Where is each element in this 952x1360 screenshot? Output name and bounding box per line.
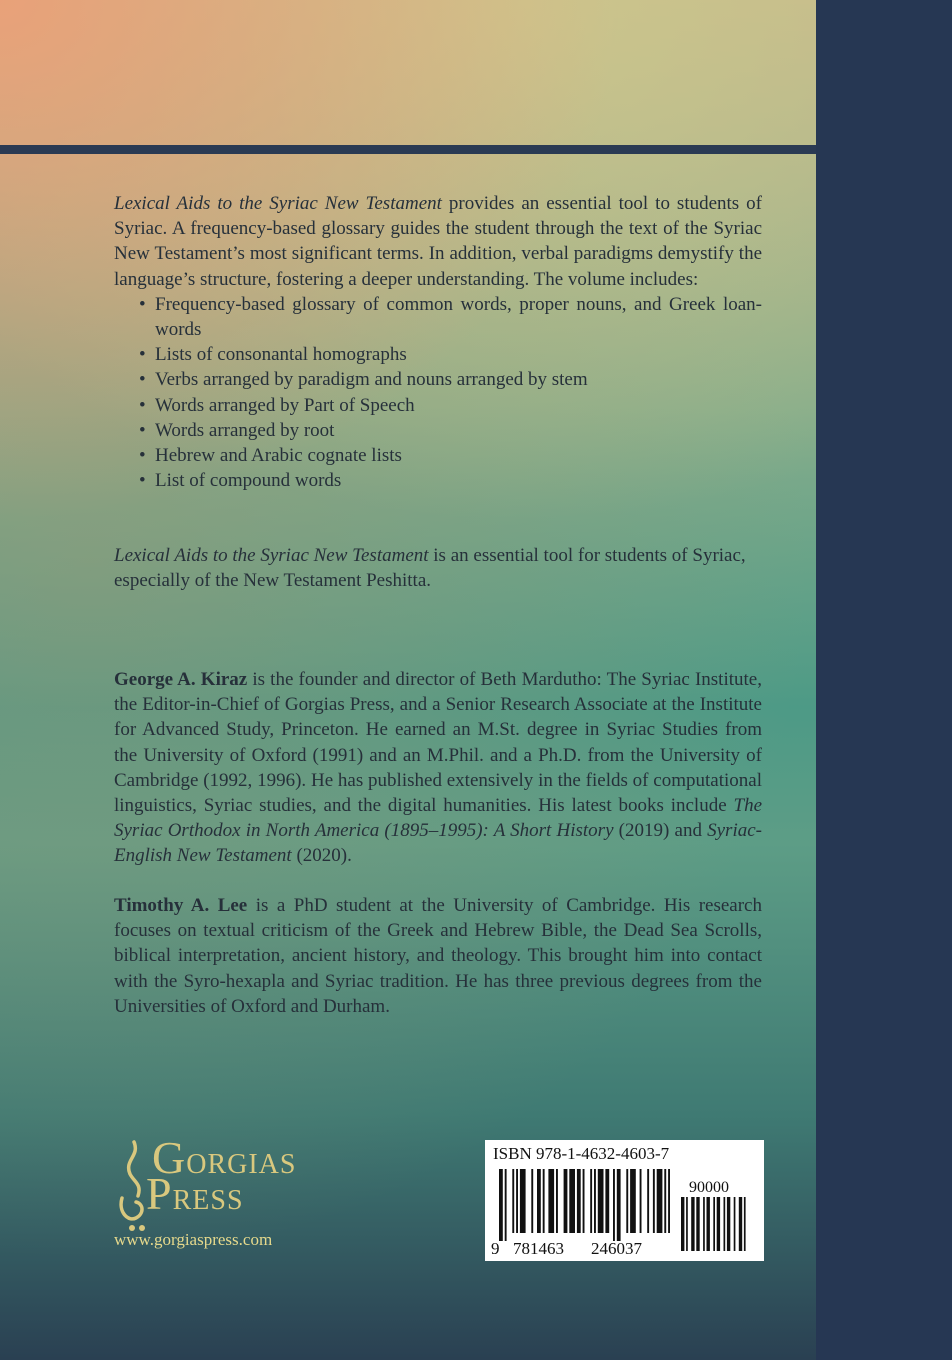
publisher-logo (114, 1132, 354, 1278)
feature-item: • List of compound words (114, 468, 762, 493)
feature-item: • Words arranged by Part of Speech (114, 393, 762, 418)
feature-item: • Words arranged by root (114, 418, 762, 443)
top-band (0, 0, 820, 145)
top-rule (0, 145, 820, 154)
price-code: 90000 (689, 1179, 729, 1196)
feature-item: • Lists of consonantal homographs (114, 342, 762, 367)
bio-text: is a PhD student at the University of Cambridge. His research focuses on textual criticism of the Greek and Hebrew Bible, the Dead Sea Scrolls, biblical interpretation, ancient history, and theology. This brought him into contact with the Syro-hexapla and Syriac tradition. He has three previous degrees from the Universities of Oxford and Durham. (114, 895, 762, 1017)
barcode-digits-left: 781463 (513, 1239, 564, 1258)
closing-paragraph (114, 543, 762, 593)
description-intro: provides an essential tool to students of Syriac. A frequency-based glossary guides the student through the text of the Syriac New Testament’s most significant terms. In addition, verbal paradigms demystify the language’s structure, fostering a deeper understanding. The volume includes: (114, 193, 763, 290)
author-bio-lee (114, 893, 762, 1019)
feature-list (114, 292, 762, 494)
bio-text: is the founder and director of Beth Mardutho: The Syriac Institute, the Editor-in-Chief of Gorgias Press, and a Senior Research Associate at the Institute for Advanced Study, Princeton. He earned an M.St. degree in Syriac Studies from the University of Oxford (1991) and an M.Phil. and a Ph.D. from the University of Cambridge (1992, 1996). He has published extensively in the fields of computational linguistics, Syriac studies, and the digital humanities. His latest books include (114, 669, 762, 817)
closing-title-italic: Lexical Aids to the Syriac New Testament (114, 545, 429, 566)
book-title-italic: Lexical Aids to the Syriac New Testament (114, 193, 442, 214)
price-barcode-bars (681, 1197, 757, 1251)
book-title-italic: Syriac-English New Testament (114, 820, 762, 867)
feature-item: • Hebrew and Arabic cognate lists (114, 443, 762, 468)
spine-strip (816, 0, 952, 1360)
isbn-label: ISBN 978-1-4632-4603-7 (493, 1144, 670, 1163)
isbn-barcode (485, 1140, 764, 1261)
barcode-digit-first: 9 (491, 1239, 500, 1258)
feature-item: • Verbs arranged by paradigm and nouns arranged by stem (114, 367, 762, 392)
publisher-url: www.gorgiaspress.com (114, 1230, 273, 1249)
publisher-name-line2: PRESS (146, 1168, 244, 1219)
ean-barcode-bars (499, 1169, 671, 1241)
author-name: George A. Kiraz (114, 669, 248, 690)
barcode-digits-right: 246037 (591, 1239, 642, 1258)
closing-text: is an essential tool for students of Syriac, especially of the New Testament Peshitta. (114, 545, 746, 592)
book-title-italic: The Syriac Orthodox in North America (1895–1995): A Short History (114, 795, 762, 842)
feature-item: • Frequency-based glossary of common words, proper nouns, and Greek loan-words (114, 292, 762, 342)
author-name: Timothy A. Lee (114, 895, 248, 916)
bio-text: (2020). (291, 845, 352, 867)
author-bio-kiraz (114, 667, 762, 869)
publisher-name-line1: GORGIAS (152, 1132, 297, 1183)
book-description (114, 191, 762, 493)
bio-text: (2019) and (613, 820, 708, 842)
